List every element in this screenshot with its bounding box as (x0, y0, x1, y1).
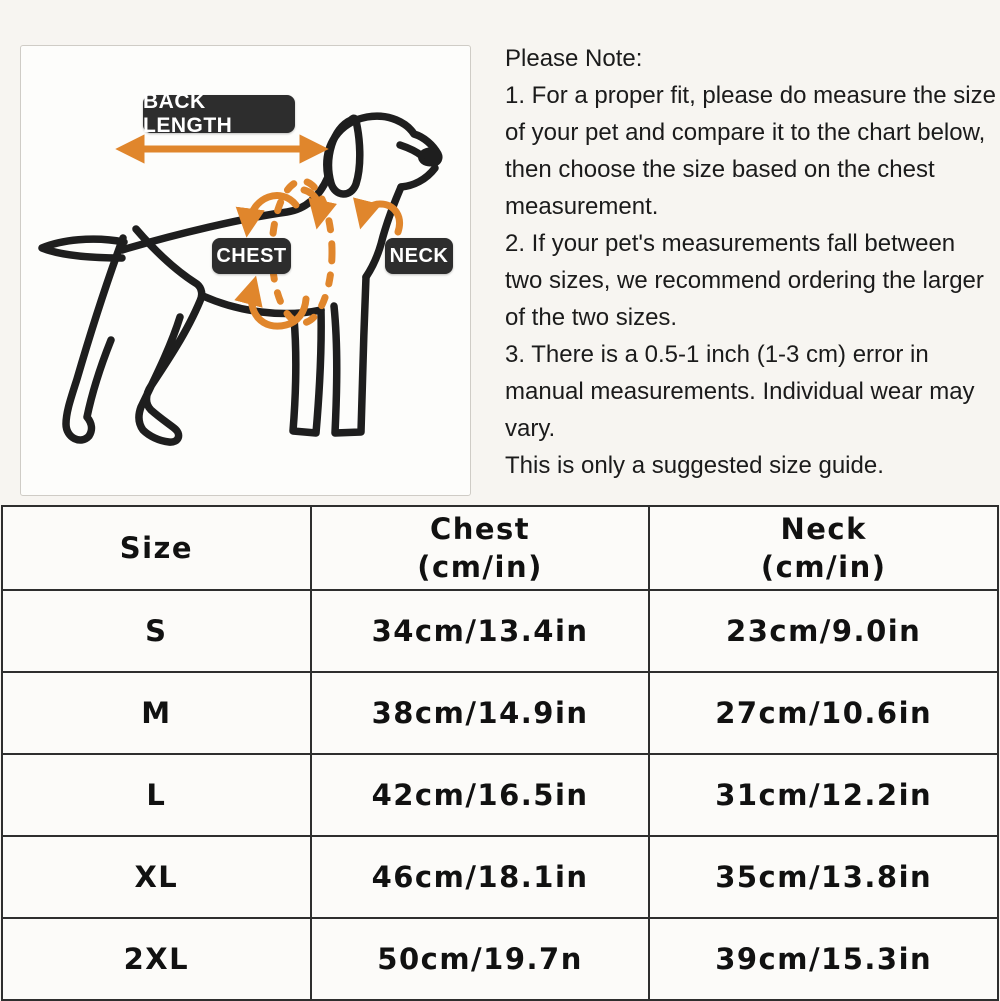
header-neck-label: Neck (780, 512, 867, 546)
table-header-row (2, 506, 998, 590)
measurement-diagram (20, 45, 471, 496)
cell-size: M (2, 672, 311, 754)
table-row-xl (2, 836, 998, 918)
cell-size: S (2, 590, 311, 672)
note-item-1: 1. For a proper fit, please do measure the size of your pet and compare it to the chart below, then choose the size based on the chest measurement. (505, 82, 996, 220)
dog-outline (42, 116, 442, 442)
size-chart-table (1, 505, 999, 1001)
cell-neck: 23cm/9.0in (649, 590, 998, 672)
table-row-2xl (2, 918, 998, 1000)
table-row-s (2, 590, 998, 672)
cell-chest: 34cm/13.4in (311, 590, 650, 672)
cell-neck: 35cm/13.8in (649, 836, 998, 918)
cell-chest: 42cm/16.5in (311, 754, 650, 836)
back-length-badge-text: BACK LENGTH (143, 90, 233, 137)
cell-size: XL (2, 836, 311, 918)
table-row-m (2, 672, 998, 754)
header-neck (649, 506, 998, 590)
header-size (2, 506, 311, 590)
header-chest (311, 506, 650, 590)
header-size-label: Size (119, 531, 194, 565)
chest-badge (212, 238, 291, 274)
header-chest-unit: (cm/in) (417, 550, 543, 584)
header-neck-unit: (cm/in) (760, 550, 887, 584)
cell-neck: 31cm/12.2in (649, 754, 998, 836)
cell-neck: 39cm/15.3in (649, 918, 998, 1000)
neck-badge (385, 238, 453, 274)
neck-arrow (363, 204, 399, 232)
chest-badge-text: CHEST (216, 244, 287, 267)
back-length-badge (143, 90, 295, 137)
notes-footer: This is only a suggested size guide. (505, 452, 884, 479)
cell-size: 2XL (2, 918, 311, 1000)
note-item-2: 2. If your pet's measurements fall between two sizes, we recommend ordering the larger of the two sizes. (505, 230, 984, 331)
notes-section (505, 40, 999, 484)
cell-chest: 50cm/19.7n (311, 918, 650, 1000)
cell-neck: 27cm/10.6in (649, 672, 998, 754)
cell-size: L (2, 754, 311, 836)
note-item-3: 3. There is a 0.5-1 inch (1-3 cm) error in manual measurements. Individual wear may vary. (505, 341, 975, 442)
cell-chest: 38cm/14.9in (311, 672, 650, 754)
table-row-l (2, 754, 998, 836)
notes-title: Please Note: (505, 45, 643, 72)
neck-badge-text: NECK (389, 244, 449, 267)
cell-chest: 46cm/18.1in (311, 836, 650, 918)
header-chest-label: Chest (429, 512, 531, 546)
